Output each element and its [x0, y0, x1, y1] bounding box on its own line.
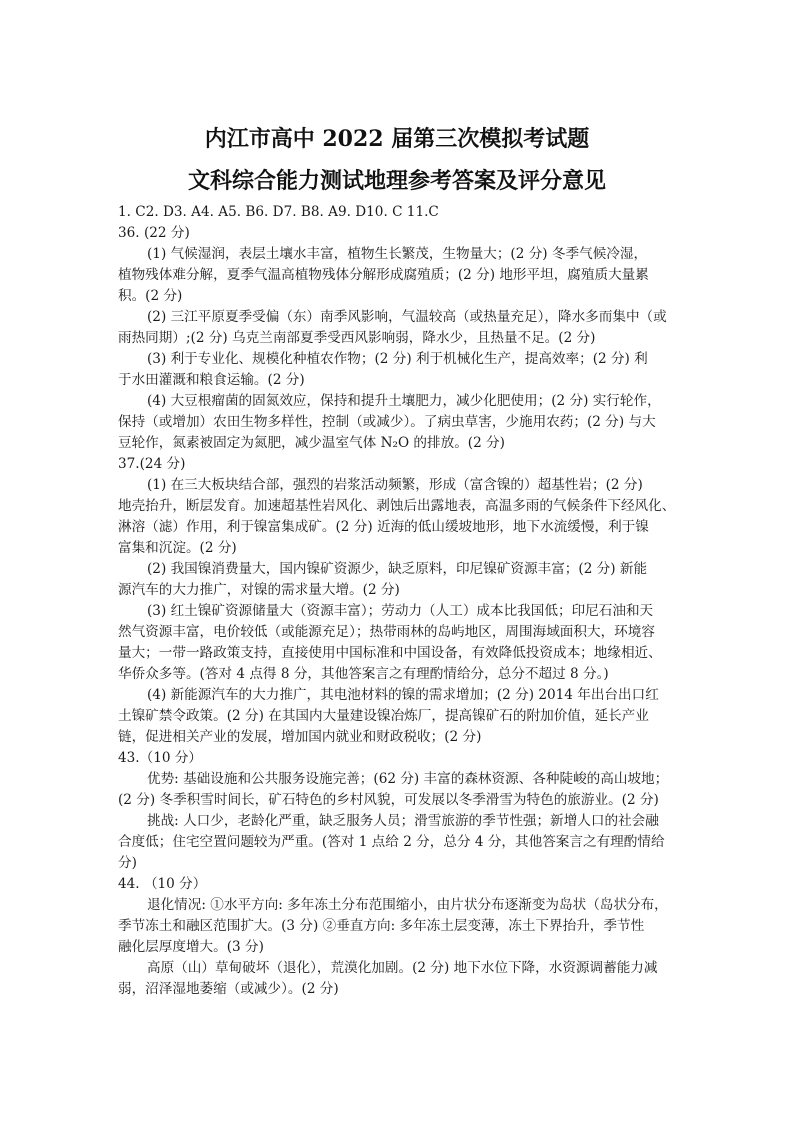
text-line: (3) 利于专业化、规模化种植农作物；(2 分) 利于机械化生产，提高效率；(2 分) 利 [147, 351, 648, 367]
text-line: 合度低；住宅空置问题较为严重。(答对 1 点给 2 分，总分 4 分，其他答案言之有理酌情给 [118, 834, 665, 850]
text-line: 融化层厚度增大。(3 分) [118, 939, 264, 955]
text-line: (3) 红土镍矿资源储量大（资源丰富）；劳动力（人工）成本比我国低；印尼石油和天 [147, 603, 654, 619]
text-line: 然气资源丰富，电价较低（或能源充足）；热带雨林的岛屿地区，周围海域面积大，环境容 [118, 624, 655, 640]
text-line: (1) 在三大板块结合部，强烈的岩浆活动频繁，形成（富含镍的）超基性岩；(2 分) [147, 477, 643, 493]
text-line: 弱，沼泽湿地萎缩（或减少）。(2 分) [118, 981, 339, 997]
text-line: 源汽车的大力推广，对镍的需求量大增。(2 分) [118, 582, 400, 598]
text-line: 保持（或增加）农田生物多样性，控制（或减少）。了病虫草害，少施用农药；(2 分) 与大 [118, 414, 656, 430]
text-line: 淋溶（滤）作用，利于镍富集成矿。(2 分) 近海的低山缓坡地形，地下水流缓慢，利于镍 [118, 519, 649, 535]
text-line: 于水田灌溉和粮食运输。(2 分) [118, 372, 305, 388]
document-subtitle: 文科综合能力测试地理参考答案及评分意见 [187, 168, 606, 194]
q36-heading: 36. (22 分) [118, 225, 190, 241]
text-line: 优势: 基础设施和公共服务设施完善；(62 分) 丰富的森林资源、各种陡峻的高山坡地； [147, 771, 669, 787]
text-line: 挑战: 人口少，老龄化严重，缺乏服务人员；滑雪旅游的季节性强；新增人口的社会融 [147, 813, 659, 829]
text-line: 地壳抬升，断层发育。加速超基性岩风化、剥蚀后出露地表，高温多雨的气候条件下经风化、 [118, 498, 676, 514]
text-line: 植物残体难分解，夏季气温高植物残体分解形成腐殖质；(2 分) 地形平坦，腐殖质大量累 [118, 267, 649, 283]
text-line: 分) [118, 855, 137, 871]
text-line: 链，促进相关产业的发展，增加国内就业和财政税收；(2 分) [118, 729, 482, 745]
text-line: 季节冻土和融区范围扩大。(3 分) ②垂直方向: 多年冻土层变薄，冻土下界抬升，季节性 [118, 918, 645, 934]
text-line: 富集和沉淀。(2 分) [118, 540, 237, 556]
text-line: 高原（山）草甸破坏（退化），荒漠化加剧。(2 分) 地下水位下降，水资源调蓄能力减 [147, 960, 658, 976]
text-line: 量大；一带一路政策支持，直接使用中国标准和中国设备，有效降低投资成本；地缘相近、 [118, 645, 662, 661]
text-line: (2) 我国镍消费量大，国内镍矿资源少，缺乏原料，印尼镍矿资源丰富；(2 分) 新能 [147, 561, 648, 577]
text-line: 积。(2 分) [118, 288, 183, 304]
text-line: 退化情况: ①水平方向: 多年冻土分布范围缩小，由片状分布逐渐变为岛状（岛状分布， [147, 897, 668, 913]
text-line: (2) 三江平原夏季受偏（东）南季风影响，气温较高（或热量充足），降水多而集中（或 [147, 309, 667, 325]
q37-heading: 37.(24 分) [118, 456, 186, 472]
text-line: 土镍矿禁令政策。(2 分) 在其国内大量建设镍冶炼厂，提高镍矿石的附加价值，延长产业 [118, 708, 649, 724]
text-line: (2 分) 冬季积雪时间长，矿石特色的乡村风貌，可发展以冬季滑雪为特色的旅游业。(2 分) [118, 792, 659, 808]
text-line: 豆轮作，氮素被固定为氮肥，减少温室气体 N₂O 的排放。(2 分) [118, 435, 505, 451]
text-line: 华侨众多等。(答对 4 点得 8 分，其他答案言之有理酌情给分，总分不超过 8 分。) [118, 666, 609, 682]
mcq-answers-line: 1. C2. D3. A4. A5. B6. D7. B8. A9. D10. C 11.C [118, 204, 439, 220]
text-line: (1) 气候湿润，表层土壤水丰富，植物生长繁茂，生物量大；(2 分) 冬季气候冷湿， [147, 246, 648, 262]
q43-heading: 43.（10 分） [118, 750, 203, 766]
document-title: 内江市高中 2022 届第三次模拟考试题 [204, 126, 590, 152]
text-line: (4) 大豆根瘤菌的固氮效应，保持和提升土壤肥力，减少化肥使用；(2 分) 实行轮作， [147, 393, 661, 409]
q44-heading: 44. （10 分） [118, 876, 207, 892]
text-line: (4) 新能源汽车的大力推广，其电池材料的镍的需求增加；(2 分) 2014 年出台出口红 [147, 687, 659, 703]
text-line: 雨热同期）;(2 分) 乌克兰南部夏季受西风影响弱，降水少，且热量不足。(2 分) [118, 330, 596, 346]
